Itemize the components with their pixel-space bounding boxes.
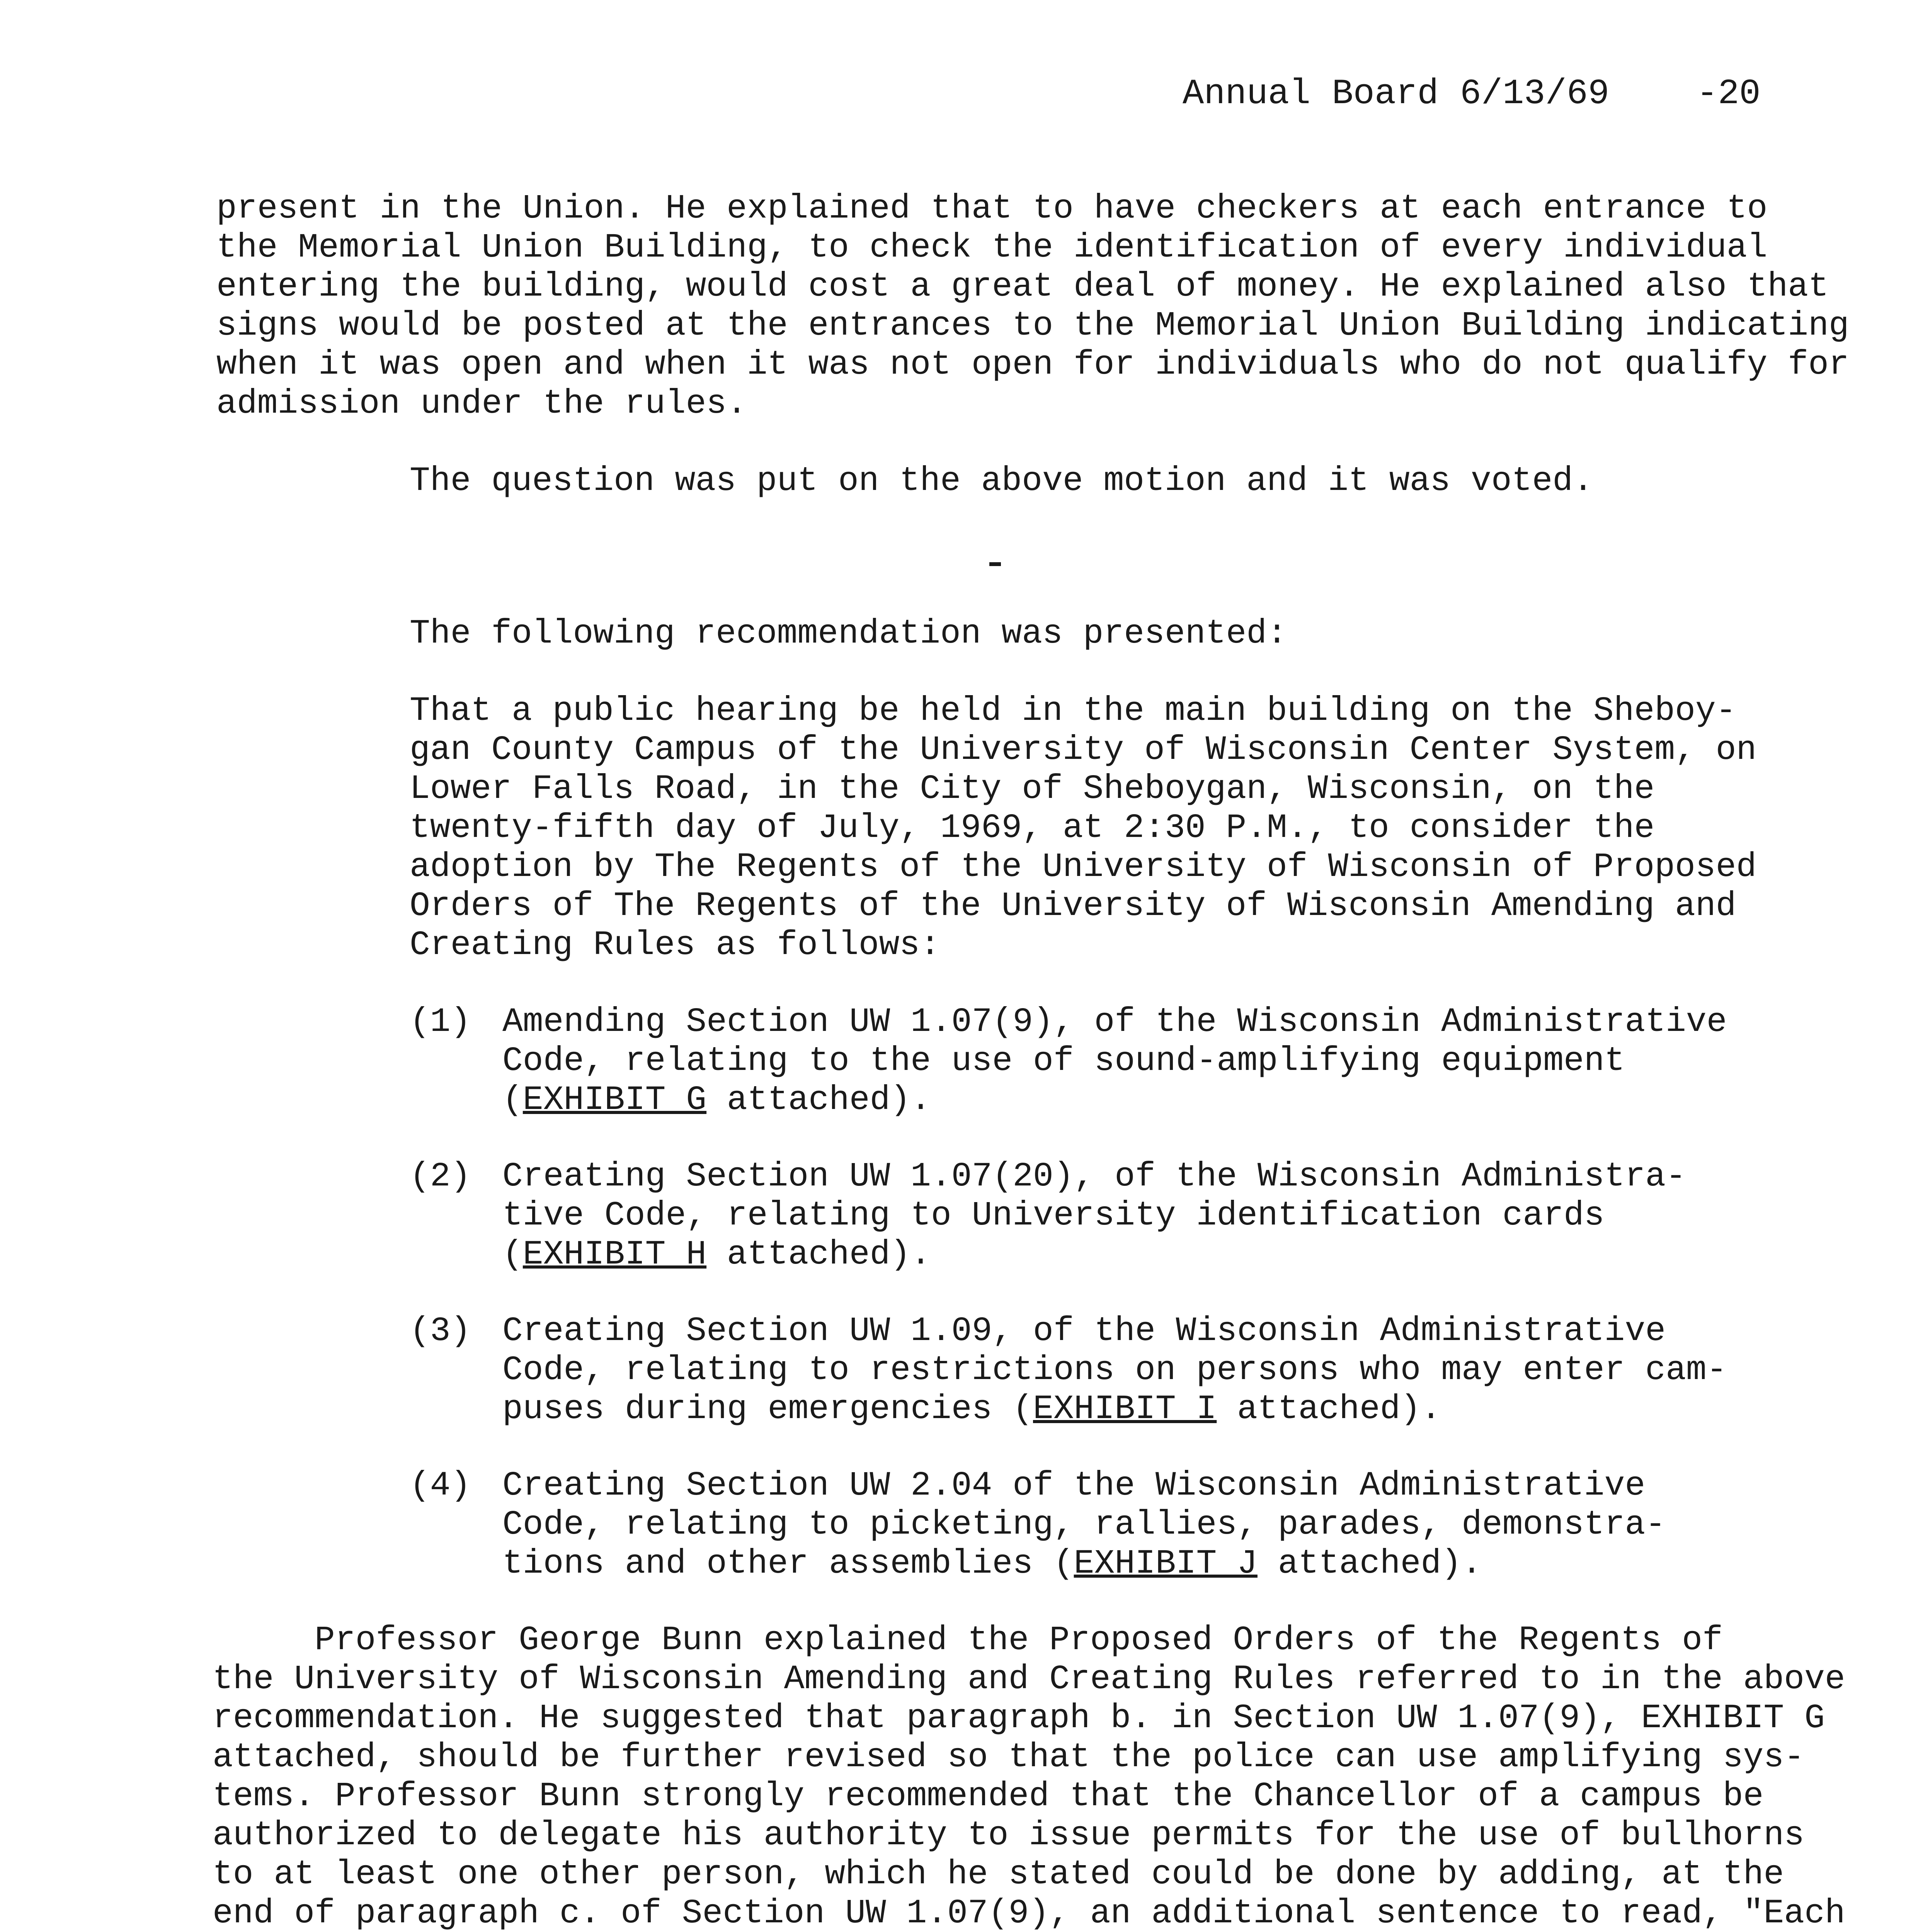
hearing-line: gan County Campus of the University of Wisconsin Center System, on — [410, 731, 1757, 769]
item-line: Code, relating to the use of sound-amplifying equipment — [502, 1042, 1625, 1080]
hearing-line: Lower Falls Road, in the City of Sheboygan, Wisconsin, on the — [410, 770, 1655, 808]
paragraph-intro — [216, 189, 1849, 423]
item-line: puses during emergencies ( — [502, 1390, 1033, 1429]
paragraph-recommendation-intro: The following recommendation was presented: — [410, 615, 1287, 653]
list-item-number: (3) — [410, 1312, 471, 1350]
paragraph-bunn — [213, 1621, 1886, 1932]
hearing-line: That a public hearing be held in the main building on the Sheboy- — [410, 692, 1736, 730]
item-line-tail: attached). — [1257, 1545, 1482, 1583]
bunn-line: to at least one other person, which he stated could be done by adding, at the — [213, 1855, 1784, 1894]
item-line: Creating Section UW 2.04 of the Wisconsin Administrative — [502, 1467, 1646, 1505]
list-item-text: Creating Section UW 1.07(20), of the Wisconsin Administra- tive Code, relating to University identification cards (EXHIBIT H attached). — [502, 1158, 1686, 1274]
intro-line: the Memorial Union Building, to check the identification of every individual — [216, 229, 1768, 267]
exhibit-reference: EXHIBIT G — [522, 1081, 707, 1119]
running-header: Annual Board 6/13/69 — [1183, 73, 1610, 114]
paragraph-hearing — [410, 692, 1756, 965]
hearing-line: Orders of The Regents of the University of Wisconsin Amending and — [410, 887, 1736, 925]
intro-line: when it was open and when it was not open for individuals who do not qualify for — [216, 346, 1849, 384]
hearing-line: twenty-fifth day of July, 1969, at 2:30 P.M., to consider the — [410, 809, 1655, 847]
item-line-tail: attached). — [706, 1081, 931, 1119]
hearing-line: Creating Rules as follows: — [410, 926, 941, 964]
item-line: Code, relating to picketing, rallies, parades, demonstra- — [502, 1506, 1666, 1544]
item-line: tions and other assemblies ( — [502, 1545, 1074, 1583]
item-line: Creating Section UW 1.09, of the Wisconsin Administrative — [502, 1312, 1666, 1350]
item-line: tive Code, relating to University identification cards — [502, 1197, 1605, 1235]
hearing-line: adoption by The Regents of the University of Wisconsin of Proposed — [410, 848, 1757, 886]
intro-line: signs would be posted at the entrances to the Memorial Union Building indicating — [216, 307, 1849, 345]
bunn-line: end of paragraph c. of Section UW 1.07(9), an additional sentence to read, "Each — [213, 1895, 1845, 1932]
bunn-line: the University of Wisconsin Amending and Creating Rules referred to in the above — [213, 1660, 1845, 1699]
bunn-line: Professor George Bunn explained the Proposed Orders of the Regents of — [213, 1621, 1723, 1660]
intro-line: entering the building, would cost a great deal of money. He explained also that — [216, 268, 1829, 306]
intro-line: admission under the rules. — [216, 385, 747, 423]
paragraph-vote: The question was put on the above motion and it was voted. — [410, 462, 1593, 500]
list-item-text — [502, 1466, 1666, 1583]
list-item-text — [502, 1312, 1727, 1429]
exhibit-reference: EXHIBIT J — [1074, 1545, 1258, 1583]
item-line: Code, relating to restrictions on persons who may enter cam- — [502, 1351, 1727, 1389]
list-item-number: (1) — [410, 1003, 471, 1041]
item-line: Creating Section UW 1.07(20), of the Wisconsin Administra- — [502, 1158, 1686, 1196]
exhibit-reference: EXHIBIT H — [522, 1236, 707, 1274]
bunn-line: recommendation. He suggested that paragraph b. in Section UW 1.07(9), EXHIBIT G — [213, 1699, 1825, 1738]
item-line-tail: attached). — [706, 1236, 931, 1274]
bunn-line: tems. Professor Bunn strongly recommended that the Chancellor of a campus be — [213, 1777, 1764, 1816]
list-item-number: (2) — [410, 1158, 471, 1196]
bunn-line: attached, should be further revised so that the police can use amplifying sys- — [213, 1738, 1805, 1777]
bunn-line: authorized to delegate his authority to issue permits for the use of bullhorns — [213, 1816, 1805, 1855]
exhibit-reference: EXHIBIT I — [1033, 1390, 1217, 1429]
list-item-text: Amending Section UW 1.07(9), of the Wisconsin Administrative Code, relating to the use of sound-amplifying equipment (EXHIBIT G attached). — [502, 1003, 1727, 1119]
item-line-tail: attached). — [1217, 1390, 1441, 1429]
list-item-number: (4) — [410, 1467, 471, 1505]
separator-dash — [989, 562, 1001, 566]
header-page-number: -20 — [1697, 73, 1761, 114]
intro-line: present in the Union. He explained that to have checkers at each entrance to — [216, 190, 1768, 228]
item-line: Amending Section UW 1.07(9), of the Wisconsin Administrative — [502, 1003, 1727, 1041]
